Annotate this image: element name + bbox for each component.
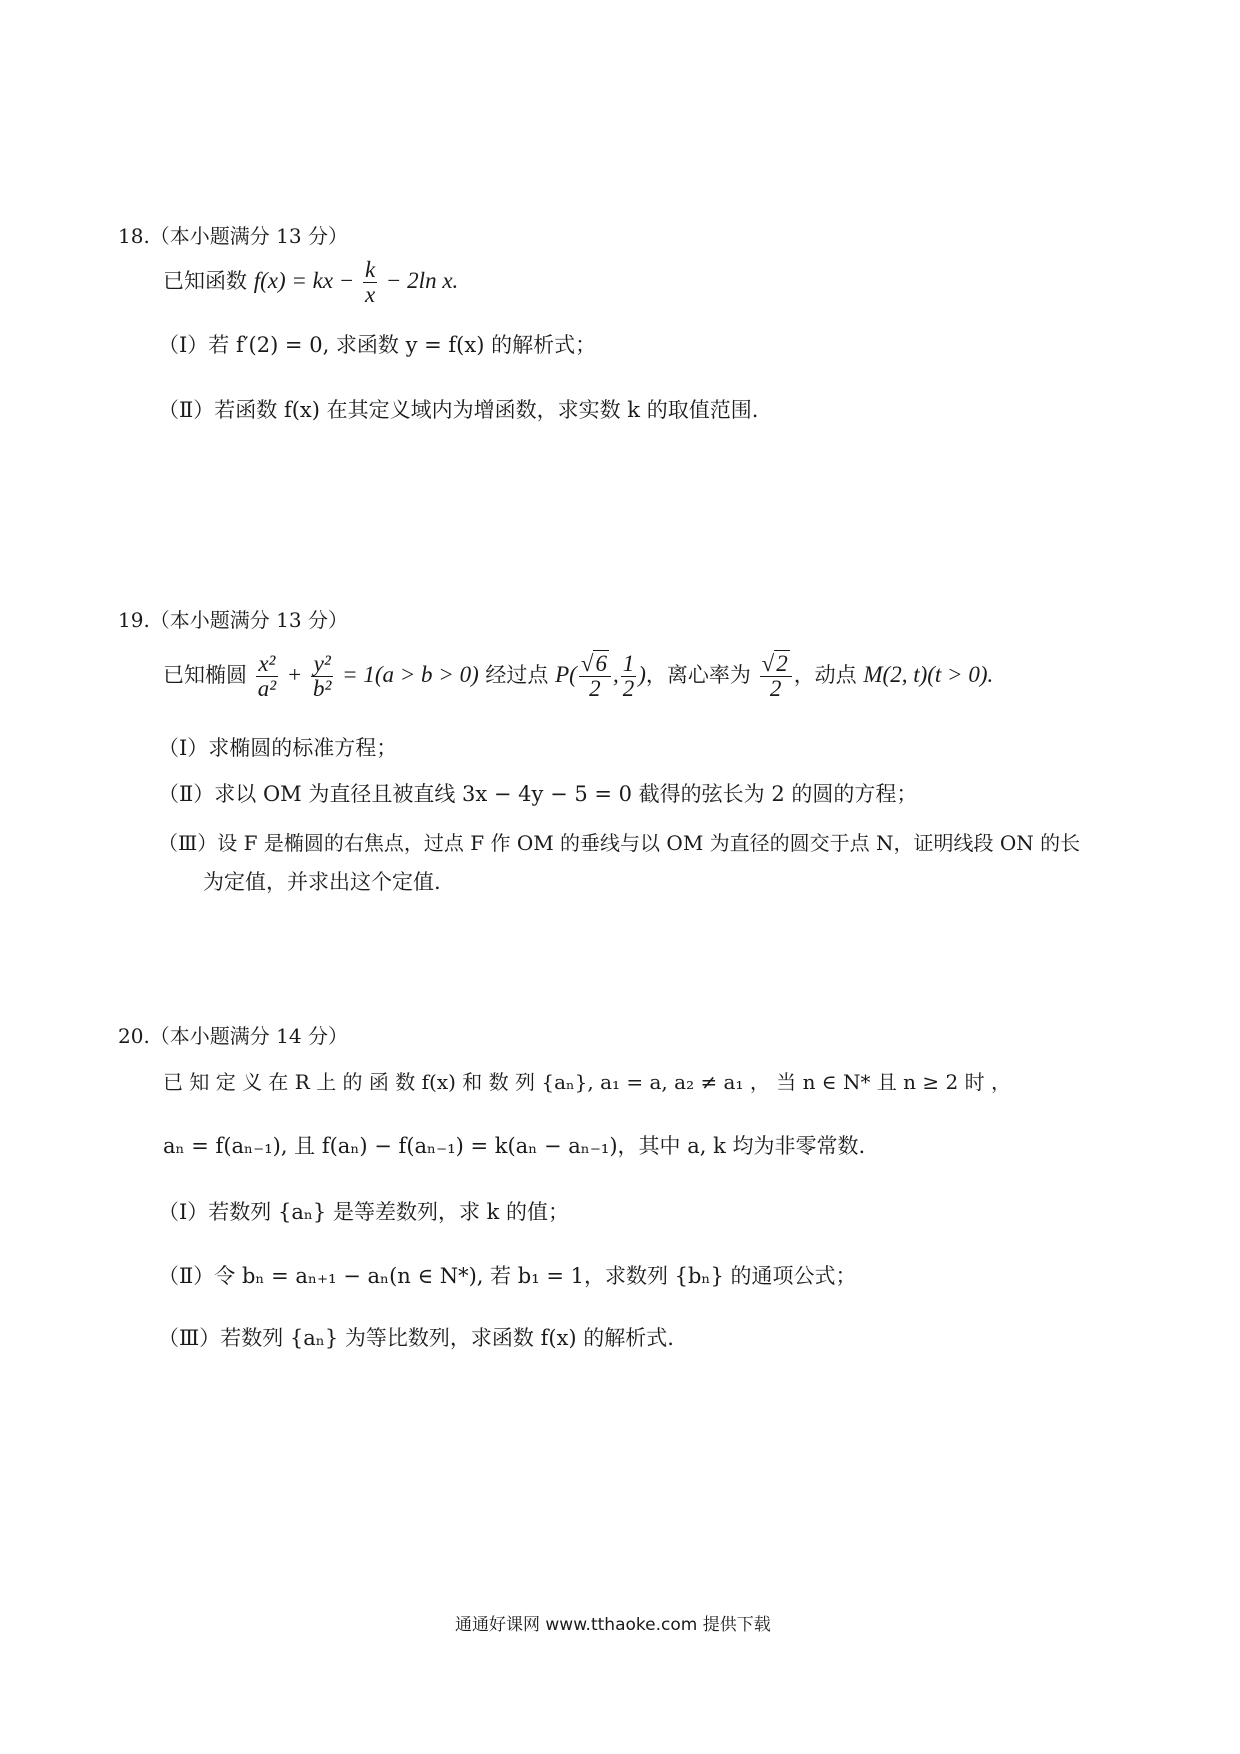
q19-point-m: M(2, t)(t > 0).	[863, 662, 994, 687]
q19-ellipse-y-den: b²	[313, 676, 332, 701]
q18-frac	[363, 258, 377, 307]
q19-intro	[163, 652, 993, 701]
q19-moving-text: ，动点	[793, 663, 857, 687]
q19-part2: （Ⅱ）求以 OM 为直径且被直线 3x − 4y − 5 = 0 截得的弦长为 2 的圆的方程；	[158, 782, 918, 806]
q19-passes: 经过点	[485, 663, 549, 687]
q19-p-x-den: 2	[589, 676, 601, 701]
q19-ellipse-tail: = 1(a > b > 0)	[342, 662, 479, 687]
q18-part2: （Ⅱ）若函数 f(x) 在其定义域内为增函数，求实数 k 的取值范围.	[158, 398, 759, 422]
q19-ellipse-x-den: a²	[257, 676, 277, 701]
q19-ellipse-x-num: x²	[256, 652, 278, 677]
sqrt-symbol: √2	[761, 651, 788, 676]
q20-intro-line1: 已 知 定 义 在 R 上 的 函 数 f(x) 和 数 列 {aₙ}, a₁ = a, a₂ ≠ a₁ ， 当 n ∈ N* 且 n ≥ 2 时 ，	[163, 1070, 1011, 1094]
q19-ecc-frac	[760, 652, 792, 701]
q19-part3-line2: 为定值，并求出这个定值.	[203, 870, 441, 894]
q19-p-y-num: 1	[622, 651, 635, 676]
q19-comma: ,	[612, 662, 619, 687]
sqrt-symbol: √6	[580, 651, 607, 676]
q18-header: 18.（本小题满分 13 分）	[118, 224, 348, 248]
q19-ecc-text: ，离心率为	[645, 663, 751, 687]
q18-intro-prefix: 已知函数	[163, 269, 247, 293]
q19-part1: （Ⅰ）求椭圆的标准方程；	[158, 736, 398, 760]
q19-ellipse-y-frac	[311, 652, 333, 701]
q19-part3-line1: （Ⅲ）设 F 是椭圆的右焦点，过点 F 作 OM 的垂线与以 OM 为直径的圆交于点 N，证明线段 ON 的长	[158, 831, 1081, 855]
q20-part2: （Ⅱ）令 bₙ = aₙ₊₁ − aₙ(n ∈ N*), 若 b₁ = 1，求数列 {bₙ} 的通项公式；	[158, 1264, 857, 1288]
q19-p-x-frac	[579, 652, 611, 701]
page-footer: 通通好课网 www.tthaoke.com 提供下载	[455, 1615, 771, 1635]
q18-tail: − 2ln x.	[385, 268, 459, 293]
q19-p-y-den: 2	[622, 676, 635, 701]
q20-intro-line2: aₙ = f(aₙ₋₁), 且 f(aₙ) − f(aₙ₋₁) = k(aₙ − aₙ₋₁)，其中 a, k 均为非零常数.	[163, 1134, 866, 1158]
q18-part1: （Ⅰ）若 f′(2) = 0, 求函数 y = f(x) 的解析式；	[158, 333, 597, 357]
q19-intro-prefix: 已知椭圆	[163, 663, 247, 687]
q19-header: 19.（本小题满分 13 分）	[118, 608, 348, 632]
q19-ecc-den: 2	[769, 676, 782, 701]
q20-part1: （Ⅰ）若数列 {aₙ} 是等差数列，求 k 的值；	[158, 1200, 570, 1224]
q18-intro	[163, 258, 458, 307]
q18-fx: f(x) = kx −	[253, 268, 355, 293]
q18-frac-num: k	[365, 257, 376, 282]
q18-frac-den: x	[365, 282, 376, 307]
q19-ecc-num	[760, 652, 792, 677]
q19-p-x-num	[579, 652, 611, 677]
q19-ellipse-x-frac	[256, 652, 278, 701]
q20-part3: （Ⅲ）若数列 {aₙ} 为等比数列，求函数 f(x) 的解析式.	[158, 1326, 674, 1350]
q19-point-p: P(	[555, 662, 577, 687]
q19-p-y-frac	[621, 652, 637, 701]
q19-ellipse-y-num: y²	[311, 652, 333, 677]
q19-close: )	[638, 662, 646, 687]
q19-plus: +	[286, 662, 303, 687]
q20-header: 20.（本小题满分 14 分）	[118, 1024, 348, 1048]
